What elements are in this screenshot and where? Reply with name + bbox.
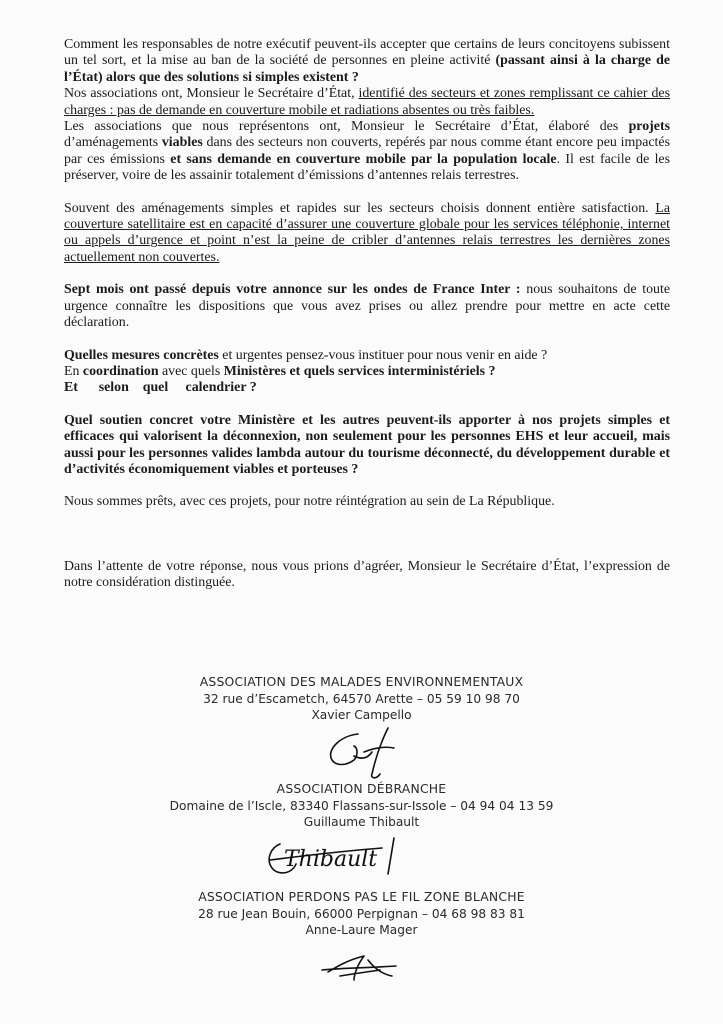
signatory-name: Xavier Campello [311,708,412,723]
paragraph-spacer [64,478,670,494]
signature-scribble [262,834,412,880]
signature-anne-laure-mager [318,946,408,986]
paragraph-spacer [64,397,670,413]
closing-paragraph: Dans l’attente de votre réponse, nous vous prions d’agréer, Monsieur le Secrétaire d’État, l’expression de notre considération distinguée. [64,558,670,591]
signature-scribble [318,726,418,782]
paragraph-4: Souvent des aménagements simples et rapides sur les secteurs choisis donnent entière satisfaction. La couverture satellitaire est en capacité d’assurer une couverture globale pour les services téléphonie, internet ou appels d’urgence et point n’est la peine de cribler d’antennes relais terrestres les dernières zones actuellement non couvertes. [64,200,670,265]
signatory-name: Guillaume Thibault [303,815,420,830]
paragraph-spacer [64,332,670,348]
paragraph-7: Quel soutien concret votre Ministère et les autres peuvent-ils apporter à nos projets simples et efficaces qui valorisent la déconnexion, non seulement pour les personnes EHS et leur accueil, mais aussi pour les personnes valides lambda autour du tourisme déconnecté, du développement durable et d’activités économiquement viables et porteuses ? [64,412,670,477]
signatory-address: Domaine de l’Iscle, 83340 Flassans-sur-Issole – 04 94 04 13 59 [169,798,554,813]
paragraph-2: Nos associations ont, Monsieur le Secrétaire d’État, identifié des secteurs et zones remplissant ce cahier des charges : pas de demande en couverture mobile et radiations absentes ou très faibles. [64,86,670,118]
paragraph-spacer [64,543,670,559]
paragraph-1: Comment les responsables de notre exécutif peuvent-ils accepter que certains de leurs concitoyens subissent un tel sort, et la mise au ban de la société de personnes en pleine activité (passant ainsi à la charge de l’État) alors que des solutions si simples existent ? [64,37,670,85]
signatory-3 [0,889,723,939]
letter-body [64,37,670,592]
signatory-org: ASSOCIATION PERDONS PAS LE FIL ZONE BLANCHE [198,889,525,904]
paragraph-spacer [64,527,670,543]
signature-guillaume-thibault [262,834,412,880]
signature-xavier-campello [318,726,418,782]
signatory-address: 32 rue d’Escametch, 64570 Arette – 05 59 10 98 70 [203,691,520,706]
paragraph-5: Sept mois ont passé depuis votre annonce sur les ondes de France Inter : nous souhaitons de toute urgence connaître les dispositions que vous avez prises ou allez prendre pour mettre en acte cette déclaration. [64,282,670,331]
signatory-org: ASSOCIATION DÉBRANCHE [276,781,447,796]
signature-text: Thibault [284,847,378,872]
signatory-name: Anne-Laure Mager [305,923,418,938]
paragraph-3: Les associations que nous représentons ont, Monsieur le Secrétaire d’État, élaboré des projets d’aménagements viables dans des secteurs non couverts, repérés par nous comme étant encore peu impactés par ces émissions et sans demande en couverture mobile par la population locale. Il est facile de les préserver, voire de les assainir totalement d’émissions d’antennes relais terrestres. [64,119,671,184]
paragraph-spacer [64,266,670,282]
paragraph-spacer [64,185,670,201]
signatory-2 [0,781,723,831]
signatory-org: ASSOCIATION DES MALADES ENVIRONNEMENTAUX [199,674,524,689]
signatory-address: 28 rue Jean Bouin, 66000 Perpignan – 04 68 98 83 81 [198,906,525,921]
signature-scribble [318,946,408,986]
signatory-1 [0,674,723,724]
paragraph-spacer [64,511,670,527]
paragraph-6: Quelles mesures concrètes et urgentes pensez-vous instituer pour nous venir en aide ? En coordination avec quels Ministères et quels services interministériels ? Et selon quel calendrier ? [64,347,548,396]
paragraph-8: Nous sommes prêts, avec ces projets, pour notre réintégration au sein de La République. [64,494,555,510]
